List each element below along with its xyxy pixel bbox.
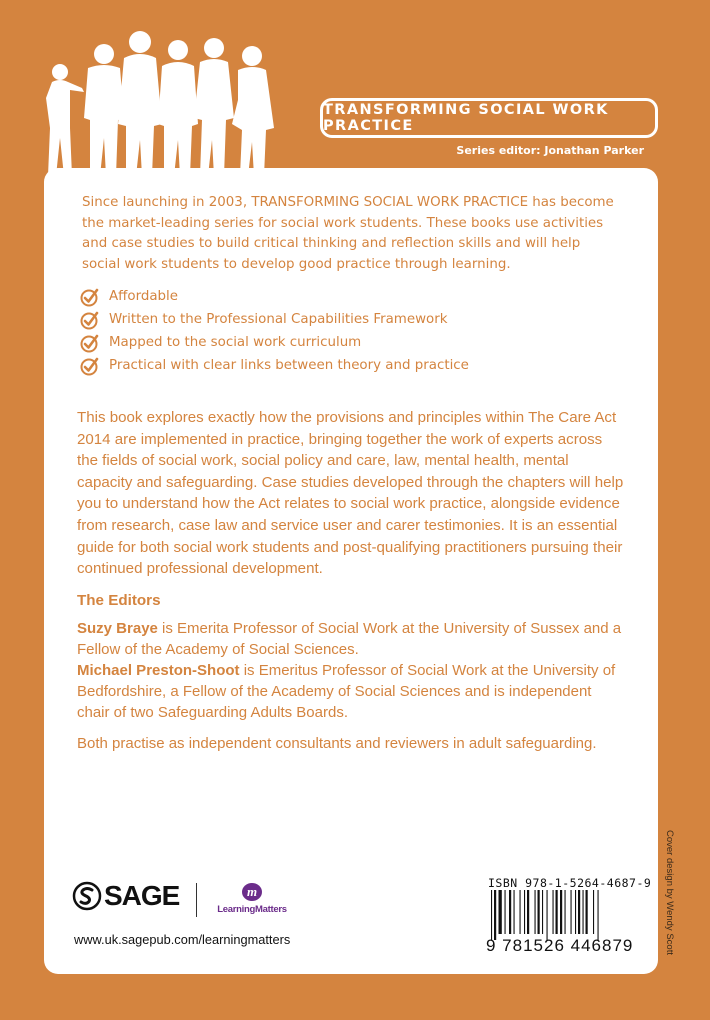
feature-item [80, 308, 469, 331]
imprint-name: LearningMatters [217, 904, 287, 915]
svg-text:m: m [246, 884, 258, 899]
feature-label: Affordable [109, 289, 179, 304]
checkmark-icon [80, 287, 100, 307]
sage-logo [72, 880, 179, 912]
sage-s-icon [72, 881, 102, 911]
publisher-url[interactable]: www.uk.sagepub.com/learningmatters [74, 932, 291, 947]
editor-name: Suzy Braye [77, 620, 158, 637]
series-title-box: TRANSFORMING SOCIAL WORK PRACTICE [320, 98, 658, 138]
barcode-bar [499, 890, 502, 934]
barcode-bar [491, 890, 492, 940]
logo-divider [196, 883, 197, 917]
barcode-bar [575, 890, 576, 934]
feature-list [80, 285, 469, 377]
barcode-bar [560, 890, 562, 934]
editors-heading: The Editors [77, 592, 161, 609]
editor-bio [77, 660, 625, 723]
barcode-bar [524, 890, 525, 934]
barcode [489, 890, 634, 942]
cover-credit-text: Cover design by Wendy Scott [664, 830, 675, 955]
editor-name: Michael Preston-Shoot [77, 662, 240, 679]
barcode-bar [535, 890, 536, 934]
checkmark-icon [80, 310, 100, 330]
checkmark-icon [80, 333, 100, 353]
publisher-name: SAGE [104, 880, 180, 911]
isbn-digits: 9 781526 446879 [486, 936, 634, 955]
editor-description: is Emeritus Professor of Social Work at the University of Bedfordshire, a Fellow of the Academy of Social Sciences and is independent chair of two Safeguarding Adults Boards. [77, 662, 616, 721]
editor-bio [77, 618, 625, 660]
barcode-bar [547, 890, 548, 940]
checkmark-icon [80, 356, 100, 376]
barcode-bar [565, 890, 566, 934]
editor-description: is Emerita Professor of Social Work at the University of Sussex and a Fellow of the Academy of Social Sciences. [77, 620, 622, 658]
editors-closing: Both practise as independent consultants and reviewers in adult safeguarding. [77, 735, 597, 752]
barcode-bar [571, 890, 572, 934]
barcode-bar [598, 890, 599, 940]
barcode-bar [586, 890, 588, 934]
learning-matters-logo [212, 882, 292, 918]
series-editor: Series editor: Jonathan Parker [456, 144, 644, 157]
barcode-bar [578, 890, 580, 934]
barcode-bar [509, 890, 511, 934]
feature-item [80, 354, 469, 377]
barcode-bar [527, 890, 529, 934]
barcode-bar [542, 890, 543, 934]
barcode-bar [520, 890, 521, 934]
series-intro: Since launching in 2003, TRANSFORMING SOCIAL WORK PRACTICE has become the market-leading series for social work students. These books use activities and case studies to build critical thinking and reflection skills and will help social work students to develop good practice through learning. [82, 195, 614, 272]
feature-item [80, 285, 469, 308]
barcode-bar [505, 890, 506, 934]
barcode-bar [556, 890, 558, 934]
barcode-bar [553, 890, 554, 934]
barcode-bar [514, 890, 515, 934]
feature-label: Mapped to the social work curriculum [109, 335, 362, 350]
barcode-bar [494, 890, 496, 940]
book-description: This book explores exactly how the provisions and principles within The Care Act 2014 are implemented in practice, bringing together the work of experts across the fields of social work, social policy and care, law, mental health, mental capacity and safeguarding. Case studies developed through the chapters will help you to understand how the Act relates to social work practice, alongside evidence from research, case law and service user and carer testimonies. It is an essential guide for both social work students and post-qualifying practitioners pursuing their continued professional development. [77, 409, 624, 578]
isbn-label: ISBN 978-1-5264-4687-9 [488, 876, 652, 890]
barcode-bar [538, 890, 540, 934]
feature-label: Practical with clear links between theory and practice [109, 358, 469, 373]
barcode-bar [593, 890, 594, 934]
feature-label: Written to the Professional Capabilities Framework [109, 312, 448, 327]
learning-matters-m-icon [212, 882, 292, 904]
editors-bios [77, 618, 625, 723]
feature-item [80, 331, 469, 354]
people-silhouette-illustration [38, 28, 288, 176]
barcode-bar [583, 890, 584, 934]
